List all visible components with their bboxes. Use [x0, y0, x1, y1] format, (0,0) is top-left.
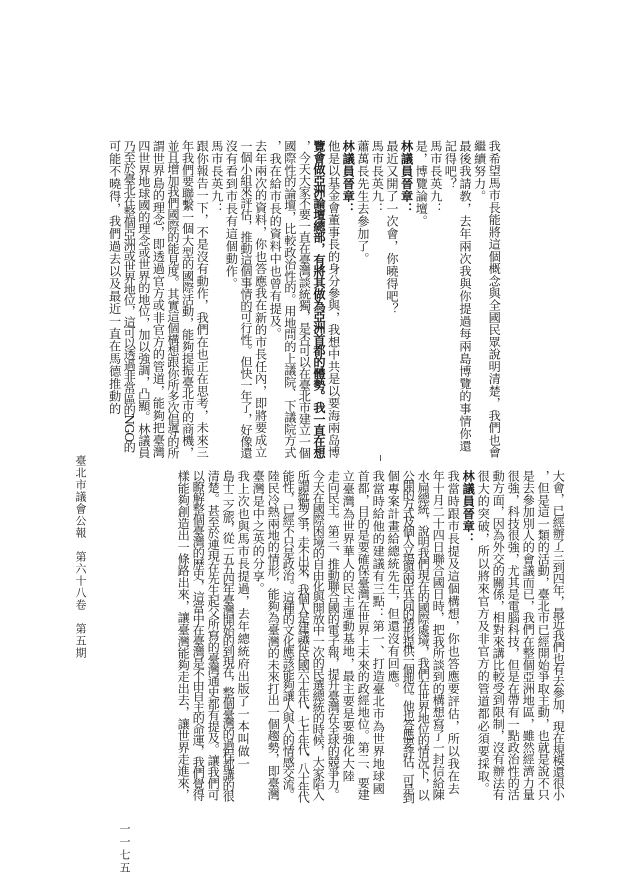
lower-text-column: 走向民主。第三、推動聯合國的電子報，提升臺灣在全球的競爭力。 [326, 470, 341, 800]
lower-text-column: 能性，已經不只是政治。這種的文化應該能夠讓人與人的情感交流。 [281, 470, 296, 800]
lower-text-column: 臺灣是中之英的分享。 [251, 470, 266, 595]
lower-text-column: ，但是這一類的活動，臺北市已經開始爭取主動，也就是說不只 [536, 470, 551, 801]
upper-text-column: 國際性的論壇，比較政治性的。用地問的上議院、下議院方式 [282, 140, 297, 459]
lower-text-column: 我當時跟市長提及這個構想，你也答應要評估，所以我在去 [446, 470, 461, 795]
upper-text-column: 覽會做亞洲論壇總部，有將其做為亞洲首都的體勢。我一直在想 [312, 140, 326, 459]
lower-text-column: 所謂統獨之爭，走不出來，我個人是建議從民國六十年代、七十年代、八十年代 [296, 470, 311, 801]
upper-text-column: 最後我請教，去年兩次我與你提過每兩島博覽的事情你還 [458, 140, 472, 453]
upper-text-column: 林議員晉章： [341, 140, 356, 215]
lower-text-column: 很大的突破，所以將來官方及非官方的管道都必須要採取。 [476, 470, 491, 795]
upper-text-column: 跟你報告一下，不是沒有動作，我們在也正在思考，未來三 [195, 140, 210, 458]
lower-text-column: 島十二之旅，從一五五四年臺灣開始的到現在，整個臺灣的過程都講的很 [221, 470, 236, 800]
lower-text-column: 是去參加別人的會議而已，我們在整個亞洲地區，雖然經濟力量 [521, 470, 536, 801]
upper-text-column: 我希望馬市長能將這個概念與全國民眾說明清楚，我們也會 [487, 140, 502, 458]
lower-text-column: 水扁總統，說明我們現在的國際處境，我們在世界地位的情況下，以 [416, 470, 431, 800]
page-number: 一一七五 [118, 823, 131, 875]
upper-text-column: 一個小組來評估，推動這個事情的可行性。但快一年了，好像還 [239, 140, 253, 459]
lower-text-column: 動方面，因為外交的關係，相對來講比較受到限制，沒有辦法有 [491, 470, 506, 801]
upper-text-column: 馬市長英九： [428, 140, 443, 215]
lower-text-column: 清楚。甚至於連現在先生起父所寫的臺灣通史都有提及。讓我們可 [206, 470, 221, 801]
upper-text-column: 馬市長英九： [209, 140, 224, 215]
upper-text-column: ，我在給市長的資料中也曾有提及。 [268, 140, 283, 340]
lower-text-column: 樣能夠創造出一條路出來，讓臺灣能夠走出去，讓世界走進來， [176, 470, 191, 801]
fold-mark [380, 455, 381, 461]
lower-text-column: 年十月二十四日聯合國日時，把我所談到的構想寫了一封信給陳 [431, 470, 446, 801]
upper-text-column: 去年兩次的資料，你也答應我在新的市長任內，即將要成立 [253, 140, 268, 458]
upper-text-column: 蕭萬長先生去參加了。 [355, 140, 370, 265]
lower-text-column: 今天在國際困境的自由化與開放中一次的民選總統的時候，大家陷入 [311, 470, 326, 800]
upper-text-column: 沒有看到市長有這個動作。 [224, 140, 239, 290]
lower-text-column: 公開的方式及個人立場與兩岸共同的情形提供一個地位。他也答應要評估，可是到 [401, 470, 416, 802]
lower-text-column: 立臺灣為世界華人的民主運動基地，最主要是要強化大陸 [341, 470, 356, 783]
upper-text-column: 乃至於臺北在整個亞洲或世界地位，這可以透過非常區的NGO的 [122, 140, 137, 452]
upper-text-column: 年我們要聯繫一個大型的國際活動，能夠提振臺北市的商機， [180, 140, 195, 459]
lower-text-column: 首都，目的是要確保臺灣在世界上未來的政經地位。第二、要建 [356, 470, 371, 801]
upper-text-column: 最近又開了一次會，你曉得吧？ [385, 140, 399, 315]
lower-text-column: 以瞭解整個臺灣的歷史，這當中在臺灣是不由自主的命運，我們覺得 [191, 470, 206, 800]
upper-text-column: 馬市長英九： [370, 140, 385, 215]
lower-text-column: 我當時給他的建議有三點：第一、打造臺北市為世界地球國 [371, 470, 386, 795]
upper-text-column: ，今天大家不要一直在臺灣談統獨，是否可以在臺北市建立一個 [297, 140, 312, 459]
upper-text-column: 並且增加我們國際的能見度。其實這個構想跟你所多次倡導的所 [166, 140, 180, 459]
lower-text-column: 陸民冷熱兩地的情形，能夠為臺灣的未來打出一個趨勢，即臺灣 [266, 470, 281, 801]
upper-text-column: 四世界地球國的理念或世界的地位，加以強調，凸顯。林議員 [136, 140, 151, 459]
lower-text-column: 林議員晉章： [461, 470, 476, 545]
upper-text-column: 繼續努力。 [472, 140, 487, 203]
upper-text-column: 是，博覽論壇。 [414, 140, 429, 228]
upper-text-column: 可能不曉得，我們過去以及最近一直在馬德推動的 [107, 140, 122, 415]
upper-text-column: 謂世界島的理念，即透過官方或非官方的管道，能夠把臺灣 [151, 140, 166, 458]
upper-text-column: 林議員晉章： [399, 140, 414, 215]
lower-text-column: 個專案計畫給總統先生，但還沒有回應。 [386, 470, 401, 695]
lower-text-column: 大會，已經辦了三到四年，最近我們也有去參加，現在規模還很小 [551, 470, 566, 801]
running-header: 臺北市議會公報 第六十八卷 第五期 [74, 455, 87, 659]
upper-text-column: 他是以基金會董事長的身分參與，我想中共是以要海兩岛博 [326, 140, 341, 458]
lower-text-column: 我上次也與馬市長提過，去年總統府出版了一本叫做一 [236, 470, 251, 770]
lower-text-column: 很強，科技很強，尤其是電腦科技，但是在帶有一點政治性的活 [506, 470, 521, 801]
upper-text-column: 記得吧？ [443, 140, 458, 190]
